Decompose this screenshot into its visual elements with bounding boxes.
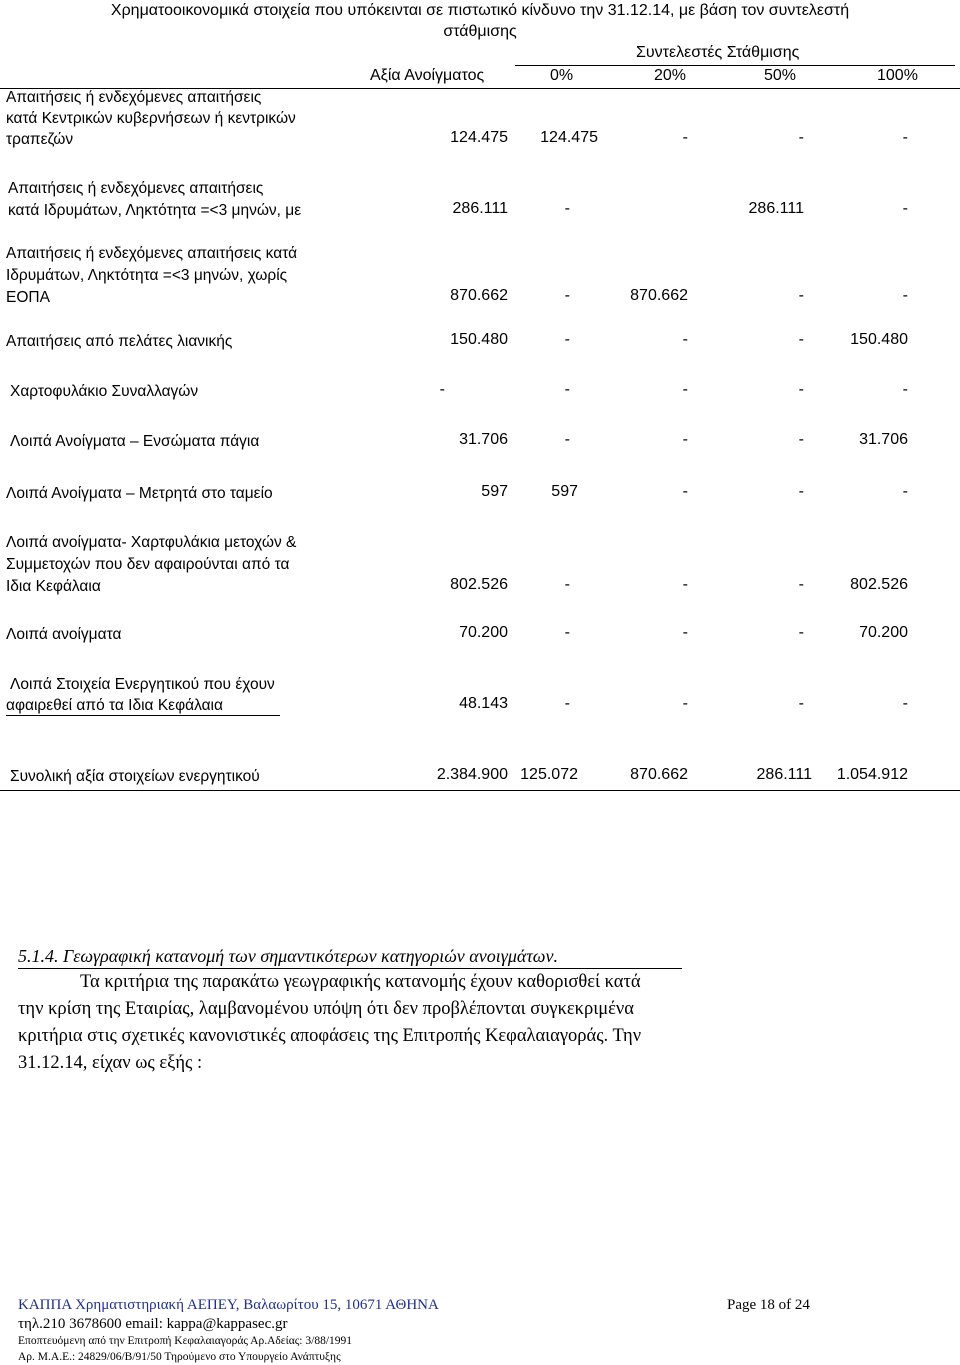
cell-50pct: - <box>798 576 804 593</box>
col-header-100pct: 100% <box>877 67 918 84</box>
footer-registry: Αρ. Μ.Α.Ε.: 24829/06/Β/91/50 Τηρούμενο στο Υπουργείο Ανάπτυξης <box>18 1351 341 1363</box>
header-divider <box>515 65 955 66</box>
cell-100pct: - <box>902 381 908 398</box>
cell-20pct: - <box>682 576 688 593</box>
section-title-underline <box>18 968 682 969</box>
cell-100pct: 802.526 <box>850 576 908 593</box>
row-label: αφαιρεθεί από τα Ιδια Κεφάλαια <box>6 697 223 714</box>
row-label: κατά Κεντρικών κυβερνήσεων ή κεντρικών <box>6 110 296 127</box>
cell-exposure: 286.111 <box>452 200 508 217</box>
row-label: Λοιπά Ανοίγματα – Μετρητά στο ταμείο <box>6 485 273 502</box>
cell-50pct: - <box>798 483 804 500</box>
paragraph-line: 31.12.14, είχαν ως εξής : <box>18 1053 203 1073</box>
row-label: Χαρτοφυλάκιο Συναλλαγών <box>10 383 199 400</box>
row-label: ΕΟΠΑ <box>6 289 50 306</box>
cell-20pct: 870.662 <box>630 287 688 304</box>
paragraph-line: Τα κριτήρια της παρακάτω γεωγραφικής κατανομής έχουν καθορισθεί κατά <box>80 972 641 992</box>
cell-exposure: 597 <box>481 483 508 500</box>
cell-0pct: - <box>564 576 570 593</box>
row-label: Απαιτήσεις ή ενδεχόμενες απαιτήσεις <box>8 180 264 197</box>
cell-0pct: - <box>564 624 570 641</box>
total-20pct: 870.662 <box>630 766 688 783</box>
total-row-label: Συνολική αξία στοιχείων ενεργητικού <box>10 768 260 785</box>
cell-exposure: - <box>439 381 445 398</box>
cell-exposure: 870.662 <box>450 287 508 304</box>
cell-50pct: - <box>798 381 804 398</box>
total-0pct: 125.072 <box>520 766 578 783</box>
cell-50pct: - <box>798 431 804 448</box>
row-label: Λοιπά ανοίγματα <box>6 626 122 643</box>
row-label: Λοιπά ανοίγματα- Χαρτφυλάκια μετοχών & <box>6 534 297 551</box>
cell-exposure: 48.143 <box>459 695 508 712</box>
cell-20pct: - <box>682 331 688 348</box>
cell-50pct: - <box>798 129 804 146</box>
row-label: Συμμετοχών που δεν αφαιρούνται από τα <box>6 556 290 573</box>
row-label: Απαιτήσεις από πελάτες λιανικής <box>6 333 233 350</box>
cell-exposure: 802.526 <box>450 576 508 593</box>
footer-page-number: Page 18 of 24 <box>727 1297 810 1313</box>
cell-50pct: - <box>798 624 804 641</box>
cell-100pct: 31.706 <box>859 431 908 448</box>
total-50pct: 286.111 <box>756 766 812 783</box>
col-header-50pct: 50% <box>764 67 797 84</box>
row-label: Ιδρυμάτων, Ληκτότητα =<3 μηνών, χωρίς <box>6 267 288 284</box>
row-label: κατά Ιδρυμάτων, Ληκτότητα =<3 μηνών, με <box>8 202 302 219</box>
cell-0pct: 124.475 <box>540 129 598 146</box>
row-label: Απαιτήσεις ή ενδεχόμενες απαιτήσεις <box>6 89 262 106</box>
cell-0pct: - <box>564 200 570 217</box>
row-label: Ιδια Κεφάλαια <box>6 578 101 595</box>
cell-20pct: - <box>682 129 688 146</box>
row-label-underline <box>6 715 280 716</box>
cell-20pct: - <box>682 624 688 641</box>
cell-20pct: - <box>682 431 688 448</box>
cell-20pct: - <box>682 483 688 500</box>
cell-100pct: 70.200 <box>859 624 908 641</box>
table-title-line1: Χρηματοοικονομικά στοιχεία που υπόκεινται σε πιστωτικό κίνδυνο την 31.12.14, με βάση τον συντελεστή <box>110 2 850 19</box>
total-100pct: 1.054.912 <box>836 766 908 783</box>
cell-exposure: 124.475 <box>450 129 508 146</box>
cell-50pct: - <box>798 287 804 304</box>
cell-100pct: - <box>902 200 908 217</box>
table-title-line2: στάθμισης <box>443 23 517 40</box>
col-header-20pct: 20% <box>654 67 687 84</box>
cell-100pct: - <box>902 287 908 304</box>
cell-100pct: - <box>902 483 908 500</box>
weight-group-header: Συντελεστές Στάθμισης <box>636 44 800 61</box>
cell-100pct: 150.480 <box>850 331 908 348</box>
cell-100pct: - <box>902 129 908 146</box>
footer-supervision: Εποπτευόμενη από την Επιτροπή Κεφαλαιαγοράς Αρ.Αδείας: 3/88/1991 <box>18 1335 353 1347</box>
cell-0pct: - <box>564 695 570 712</box>
cell-100pct: - <box>902 695 908 712</box>
row-label: Απαιτήσεις ή ενδεχόμενες απαιτήσεις κατά <box>6 245 298 262</box>
cell-0pct: - <box>564 381 570 398</box>
cell-0pct: - <box>564 431 570 448</box>
section-title: 5.1.4. Γεωγραφική κατανομή των σημαντικότερων κατηγοριών ανοιγμάτων. <box>18 946 558 966</box>
row-label: τραπεζών <box>6 131 74 148</box>
row-label: Λοιπά Στοιχεία Ενεργητικού που έχουν <box>10 676 275 693</box>
cell-50pct: - <box>798 695 804 712</box>
cell-exposure: 70.200 <box>459 624 508 641</box>
footer-contact: τηλ.210 3678600 email: kappa@kappasec.gr <box>18 1316 288 1332</box>
col-header-exposure: Αξία Ανοίγματος <box>370 67 485 84</box>
cell-50pct: 286.111 <box>748 200 804 217</box>
row-label: Λοιπά Ανοίγματα – Ενσώματα πάγια <box>10 433 260 450</box>
cell-exposure: 31.706 <box>459 431 508 448</box>
col-header-0pct: 0% <box>550 67 574 84</box>
cell-20pct: - <box>682 695 688 712</box>
cell-20pct: - <box>682 381 688 398</box>
total-exposure: 2.384.900 <box>436 766 508 783</box>
cell-0pct: - <box>564 331 570 348</box>
paragraph-line: την κρίση της Εταιρίας, λαμβανομένου υπόψη ότι δεν προβλέπονται συγκεκριμένα <box>18 999 634 1019</box>
cell-50pct: - <box>798 331 804 348</box>
paragraph-line: κριτήρια στις σχετικές κανονιστικές αποφάσεις της Επιτροπής Κεφαλαιαγοράς. Την <box>18 1026 642 1046</box>
cell-exposure: 150.480 <box>450 331 508 348</box>
cell-0pct: - <box>564 287 570 304</box>
cell-0pct: 597 <box>551 483 578 500</box>
total-underline <box>0 790 960 791</box>
footer-company: ΚΑΠΠΑ Χρηματιστηριακή ΑΕΠΕΥ, Βαλαωρίτου 15, 10671 ΑΘΗΝΑ <box>18 1297 439 1313</box>
